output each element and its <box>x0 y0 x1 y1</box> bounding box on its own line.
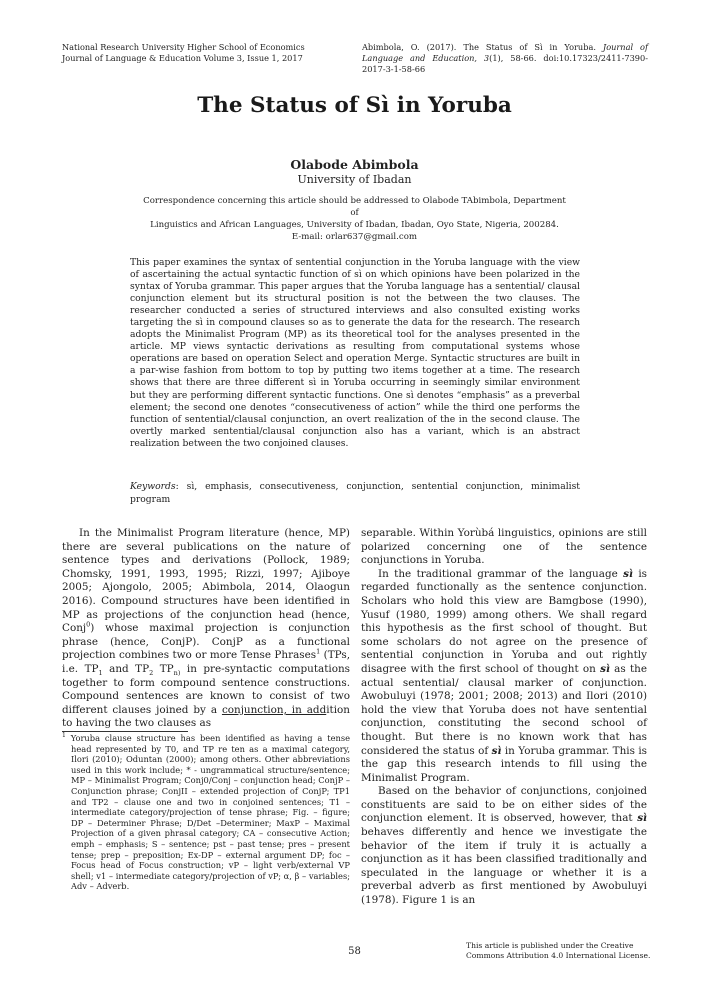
keywords <box>130 481 580 506</box>
running-header-citation <box>362 42 648 75</box>
journal-issue-line: Journal of Language & Education Volume 3, Issue 1, 2017 <box>62 53 303 63</box>
page-number: 58 <box>348 946 361 957</box>
author-name: Olabode Abimbola <box>290 157 419 172</box>
license-note: This article is published under the Creative Commons Attribution 4.0 International License. <box>466 941 651 960</box>
footnote-number: 1 <box>62 732 66 740</box>
citation-plain: Abimbola, O. (2017). The Status of Sì in Yoruba. <box>362 42 603 52</box>
correspondence-line-2: Linguistics and African Languages, University of Ibadan, Ibadan, Oyo State, Nigeria, 200284. <box>150 220 559 230</box>
article-title: The Status of Sì in Yoruba <box>197 93 512 118</box>
abstract: This paper examines the syntax of sentential conjunction in the Yoruba language with the view of ascertaining the actual syntactic function of sì on which opinions have been polarized in the syntax of Yoruba grammar. This paper argues that the Yoruba language has a sentential/ clausal conjunction element but its structural position is not the between the two clauses. The researcher conducted a series of structured interviews and also consulted existing works targeting the sì in compound clauses so as to generate the data for the research. The research adopts the Minimalist Program (MP) as its theoretical tool for the analyses presented in the article. MP views syntactic derivations as resulting from computational systems whose operations are based on operation Select and operation Merge. Syntactic structures are built in a par-wise fashion from bottom to top by putting two items together at a time. The research shows that there are three different sì in Yoruba occurring in seemingly similar environment but they are performing different syntactic functions. One sì denotes “emphasis” as a preverbal element; the second one denotes “consecutiveness of action” while the third one performs the function of sentential/clausal conjunction, an overt realization of the in the second clause. The overtly marked sentential/clausal conjunction also has a variant, which is an abstract realization between the two conjoined clauses. <box>130 257 580 449</box>
body-column-right <box>361 527 647 908</box>
term-si: sì <box>623 567 633 580</box>
footnote-divider <box>62 731 188 732</box>
correspondence-note <box>140 195 569 243</box>
footnote <box>62 733 350 892</box>
underlined-text: conjunction, in add <box>221 703 327 716</box>
body-paragraph: separable. Within Yorùbá linguistics, opinions are still polarized concerning one of the sentence conjunctions in Yoruba. <box>361 527 647 567</box>
running-header-left <box>62 42 342 64</box>
body-paragraph: Based on the behavior of conjunctions, conjoined constituents are said to be on either sides of the conjunction element. It is observed, however, that sì behaves differently and hence we investigate the behavior of the item if truly it is actually a conjunction as it has been classified traditionally and speculated in the language or whether it is a preverbal adverb as first mentioned by Awobuluyi (1978). Figure 1 is an <box>361 785 647 907</box>
body-column-left <box>62 527 350 731</box>
term-si: sì <box>637 812 647 825</box>
term-si: sì <box>491 744 502 757</box>
correspondence-line-1: Correspondence concerning this article should be addressed to Olabode TAbimbola, Department of <box>143 196 566 218</box>
body-paragraph: In the traditional grammar of the language sì is regarded functionally as the sentence conjunction. Scholars who hold this view are Bamgbose (1990), Yusuf (1980, 1999) among others. We shall regard this hypothesis as the first school of thought. But some scholars do not agree on the presence of sentential conjunction in Yoruba and out rightly disagree with the first school of thought on sì as the actual sentential/ clausal marker of conjunction. Awobuluyi (1978; 2001; 2008; 2013) and Ilori (2010) hold the view that Yoruba does not have sentential conjunction, constituting the second school of thought. But there is no known work that has considered the status of sì in Yoruba grammar. This is the gap this research intends to fill using the Minimalist Program. <box>361 567 647 784</box>
footnote-marker: 1 <box>316 647 321 656</box>
term-si: sì <box>600 662 610 675</box>
citation-rest: (1), 58-66. doi:10.17323/2411-7390-2017-3-1-58-66 <box>362 53 648 74</box>
footnote-text: Yoruba clause structure has been identified as having a tense head represented by T0, and TP re ten as a maximal category, Ilori (2010); Oduntan (2000); among others. Other abbreviations used in this work include; * - ungrammatical structure/sentence; MP – Minimalist Program; Conj0/Conj – conjunction head; ConjP – Conjunction phrase; ConjII – extended projection of ConjP; TP1 and TP2 – clause one and two in conjoined sentences; T1 – intermediate category/projection of tense phrase; Fig. – figure; DP – Determiner Phrase; D/Det –Determiner; MaxP – Maximal Projection of a given phrasal category; CA – consecutive Action; emph – emphasis; S – sentence; pst – past tense; pres – present tense; prep – preposition; Ex-DP – external argument DP; foc – Focus head of Focus construction; vP – light verb/external VP shell; v1 – intermediate category/projection of vP; α, β – variables; Adv – Adverb. <box>65 733 350 892</box>
publisher-line: National Research University Higher School of Economics <box>62 42 305 52</box>
keywords-text: : sì, emphasis, consecutiveness, conjunction, sentential conjunction, minimalist program <box>130 481 580 505</box>
correspondence-email: E-mail: orlar637@gmail.com <box>291 232 418 242</box>
keywords-label: Keywords <box>130 481 176 492</box>
citation-journal: Journal of Language and Education, 3 <box>362 42 649 63</box>
body-paragraph: In the Minimalist Program literature (hence, MP) there are several publications on the nature of sentence types and derivations (Pollock, 1989; Chomsky, 1991, 1993, 1995; Rizzi, 1997; Ajiboye 2005; Ajongolo, 2005; Abimbola, 2014, Olaogun 2016). Compound structures have been identified in MP as projections of the conjunction head (hence, Conj$^0$) whose maximal projection is conjunction phrase (hence, ConjP). ConjP as a functional projection combines two or more Tense Phrases$^1$ (TPs, i.e. $TP_1$ and $TP_2$ $TP_{n)}$ in pre-syntactic computations together to form compound sentence constructions. Compound sentences are known to consist of two different clauses joined by a conjunction, in addition to having the two clauses as <box>62 527 351 730</box>
author-affiliation: University of Ibadan <box>297 173 412 186</box>
